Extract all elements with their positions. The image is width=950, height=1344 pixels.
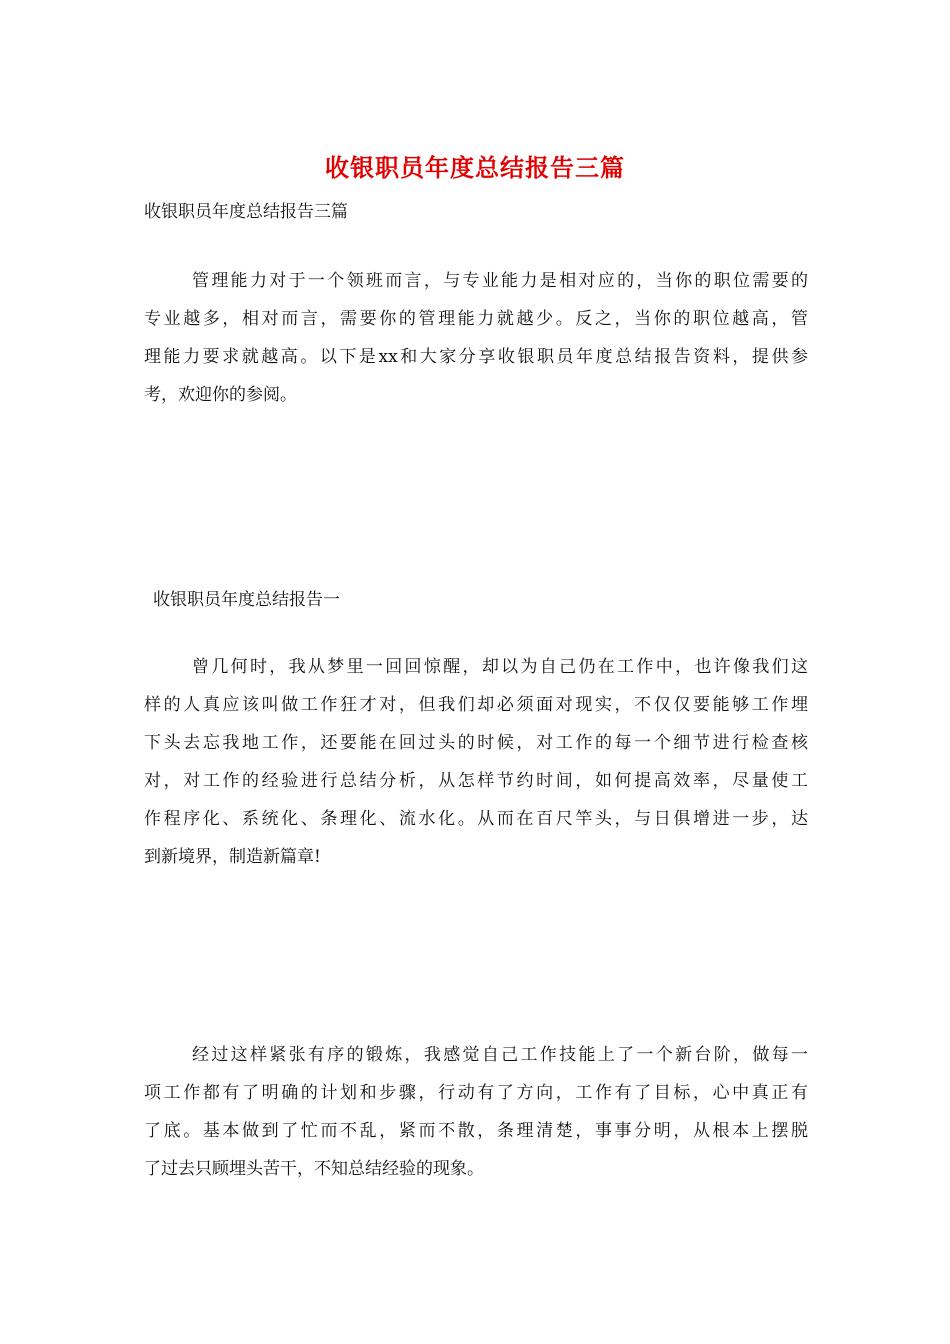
document-title: 收银职员年度总结报告三篇 [325,153,625,182]
paragraph-line: 到新境界，制造新篇章! [144,847,321,867]
intro-paragraph [144,262,808,414]
paragraph-line: 样的人真应该叫做工作狂才对，但我们却必须面对现实，不仅仅要能够工作埋 [144,695,808,715]
paragraph-line: 下头去忘我地工作，还要能在回过头的时候，对工作的每一个细节进行检查核 [144,733,808,753]
paragraph-line: 项工作都有了明确的计划和步骤，行动有了方向，工作有了目标，心中真正有 [144,1083,808,1103]
paragraph-line: 作程序化、系统化、条理化、流水化。从而在百尺竿头，与日俱增进一步，达 [144,809,808,829]
document-subtitle: 收银职员年度总结报告三篇 [144,202,348,222]
paragraph-line: 曾几何时，我从梦里一回回惊醒，却以为自己仍在工作中，也许像我们这 [192,657,808,677]
paragraph-line: 经过这样紧张有序的锻炼，我感觉自己工作技能上了一个新台阶，做每一 [192,1045,808,1065]
body-paragraph-2 [144,1036,808,1188]
section-heading: 收银职员年度总结报告一 [153,590,340,610]
paragraph-line: 对，对工作的经验进行总结分析，从怎样节约时间，如何提高效率，尽量使工 [144,771,808,791]
body-paragraph-1 [144,648,808,876]
intro-line: 管理能力对于一个领班而言，与专业能力是相对应的，当你的职位需要的 [192,271,808,291]
paragraph-line: 了底。基本做到了忙而不乱，紧而不散，条理清楚，事事分明，从根本上摆脱 [144,1121,808,1141]
paragraph-line: 了过去只顾埋头苦干，不知总结经验的现象。 [144,1159,484,1179]
intro-line: 专业越多，相对而言，需要你的管理能力就越少。反之，当你的职位越高，管 [144,309,808,329]
intro-line: 理能力要求就越高。以下是xx和大家分享收银职员年度总结报告资料，提供参 [144,347,808,367]
intro-line: 考，欢迎你的参阅。 [144,385,297,405]
